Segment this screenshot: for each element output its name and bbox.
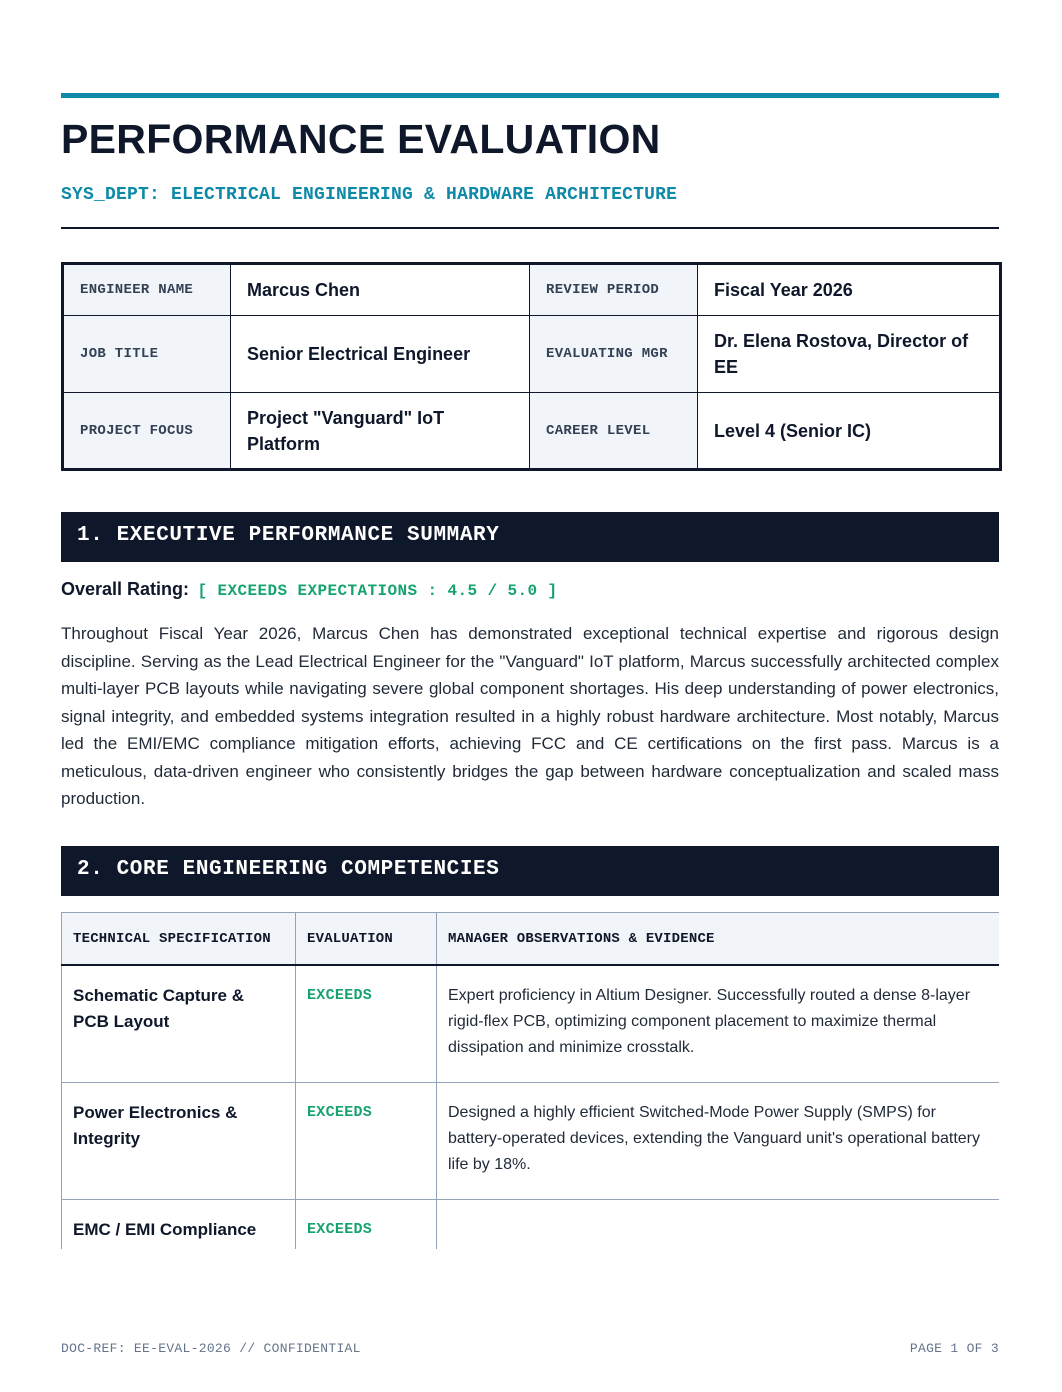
spec-cell: Power Electronics & Integrity	[62, 1083, 296, 1200]
observation-cell: Expert proficiency in Altium Designer. Successfully routed a dense 8-layer rigid-flex PCB, optimizing component placement to maximize thermal dissipation and minimize crosstalk.	[437, 965, 1000, 1083]
engineer-name-value: Marcus Chen	[231, 264, 530, 316]
section-header-summary	[61, 512, 999, 562]
department-label: SYS_DEPT: ELECTRICAL ENGINEERING & HARDWARE ARCHITECTURE	[61, 185, 678, 205]
evaluation-cell: EXCEEDS	[296, 965, 437, 1083]
project-focus-value: Project "Vanguard" IoT Platform	[231, 393, 530, 470]
review-period-value: Fiscal Year 2026	[698, 264, 1001, 316]
career-level-value: Level 4 (Senior IC)	[698, 393, 1001, 470]
table-header-row	[62, 913, 1000, 966]
observation-cell: Designed a highly efficient Switched-Mode Power Supply (SMPS) for battery-operated devices, extending the Vanguard unit's operational battery life by 18%.	[437, 1083, 1000, 1200]
job-title-value: Senior Electrical Engineer	[231, 316, 530, 393]
rating-label: Overall Rating:	[61, 579, 190, 599]
table-row	[62, 1083, 1000, 1200]
header-divider	[61, 227, 999, 229]
table-row	[62, 1200, 1000, 1250]
career-level-label: CAREER LEVEL	[530, 393, 698, 470]
column-header: MANAGER OBSERVATIONS & EVIDENCE	[437, 913, 1000, 966]
project-focus-label: PROJECT FOCUS	[63, 393, 231, 470]
column-header: TECHNICAL SPECIFICATION	[62, 913, 296, 966]
evaluation-cell: EXCEEDS	[296, 1200, 437, 1250]
executive-summary-text: Throughout Fiscal Year 2026, Marcus Chen has demonstrated exceptional technical expertise and rigorous design discipline. Serving as the Lead Electrical Engineer for the "Vanguard" IoT platform, Marcus successfully architected complex multi-layer PCB layouts while navigating severe global component shortages. His deep understanding of power electronics, signal integrity, and embedded systems integration resulted in a highly robust hardware architecture. Most notably, Marcus led the EMI/EMC compliance mitigation efforts, achieving FCC and CE certifications on the first pass. Marcus is a meticulous, data-driven engineer who consistently bridges the gap between hardware conceptualization and scaled mass production.	[61, 624, 999, 808]
info-row	[63, 264, 1001, 316]
section-title: 2. CORE ENGINEERING COMPETENCIES	[77, 858, 500, 881]
evaluation-cell: EXCEEDS	[296, 1083, 437, 1200]
column-header: EVALUATION	[296, 913, 437, 966]
section-title: 1. EXECUTIVE PERFORMANCE SUMMARY	[77, 524, 500, 547]
employee-info-table	[61, 262, 1002, 471]
spec-cell: Schematic Capture & PCB Layout	[62, 965, 296, 1083]
footer-page-number: PAGE 1 OF 3	[909, 1341, 999, 1356]
evaluating-mgr-label: EVALUATING MGR	[530, 316, 698, 393]
spec-cell: EMC / EMI Compliance	[62, 1200, 296, 1250]
job-title-label: JOB TITLE	[63, 316, 231, 393]
section-header-competencies	[61, 846, 999, 896]
table-row	[62, 965, 1000, 1083]
engineer-name-label: ENGINEER NAME	[63, 264, 231, 316]
document-title: PERFORMANCE EVALUATION	[61, 116, 661, 162]
rating-value: [ EXCEEDS EXPECTATIONS : 4.5 / 5.0 ]	[197, 582, 558, 600]
top-accent-rule	[61, 93, 999, 98]
footer-doc-ref: DOC-REF: EE-EVAL-2026 // CONFIDENTIAL	[61, 1341, 361, 1356]
info-row	[63, 316, 1001, 393]
competencies-table	[61, 912, 999, 1249]
info-row	[63, 393, 1001, 470]
overall-rating	[61, 579, 558, 600]
observation-cell	[437, 1200, 1000, 1250]
competencies-table-container	[61, 912, 999, 1249]
review-period-label: REVIEW PERIOD	[530, 264, 698, 316]
evaluating-mgr-value: Dr. Elena Rostova, Director of EE	[698, 316, 1001, 393]
